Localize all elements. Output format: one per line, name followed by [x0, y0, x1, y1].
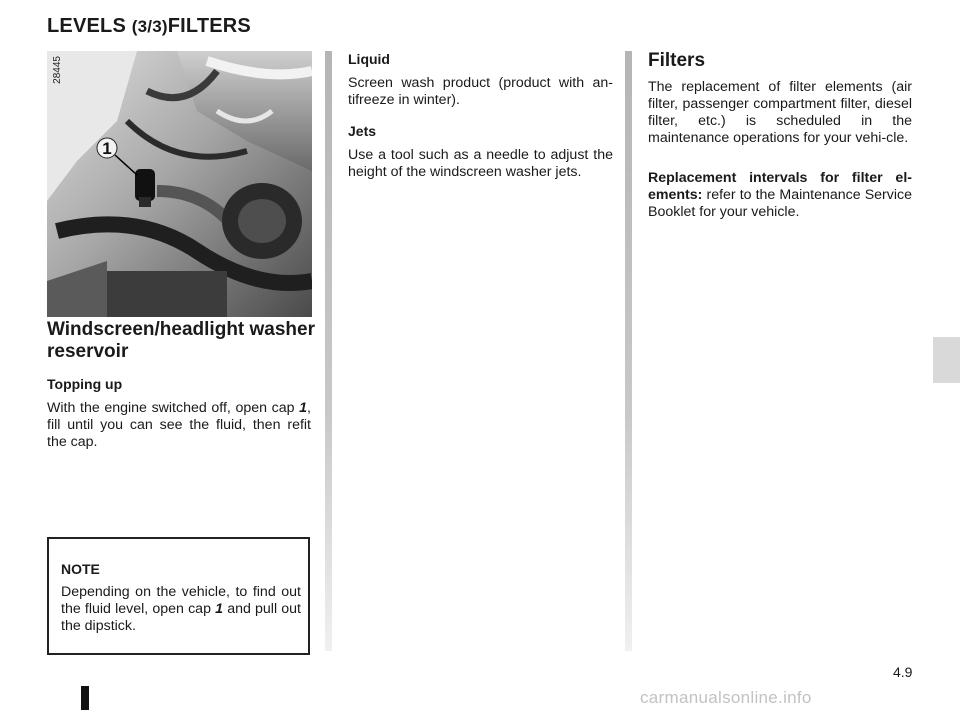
- replacement-intervals-detail: refer to the Maintenance Service Booklet for your vehicle.: [648, 187, 912, 220]
- note-segment: Depending on the vehicle, to find out the fluid level, open cap: [61, 584, 301, 617]
- washer-reservoir-heading: Windscreen/headlight washer reservoir: [47, 319, 316, 362]
- chapter-tab: [933, 337, 960, 383]
- callout-1-label: 1: [102, 139, 112, 158]
- note-segment: 1: [215, 601, 224, 617]
- col1-segment: , fill until you can see the fluid, then refit the cap.: [47, 400, 311, 450]
- col1-segment: 1: [299, 400, 308, 416]
- jets-subheading: Jets: [348, 123, 377, 139]
- jets-text: Use a tool such as a needle to adjust the height of the windscreen washer jets.: [348, 147, 613, 180]
- crop-mark: [81, 686, 89, 710]
- filters-text: The replacement of filter elements (air filter, passenger compartment filter, diesel filter, etc.) is scheduled in the maintenance operations for your vehi-cle.: [648, 79, 912, 146]
- liquid-text: Screen wash product (product with an-tifreeze in winter).: [348, 75, 613, 108]
- topping-up-text: [47, 400, 311, 451]
- filters-heading: Filters: [648, 50, 706, 71]
- replacement-intervals-label: Replacement intervals for filter el-ements:: [648, 170, 912, 203]
- liquid-subheading: Liquid: [348, 51, 390, 67]
- watermark: carmanualsonline.info: [640, 688, 812, 707]
- note-box: [47, 537, 310, 655]
- title-main: LEVELS: [47, 15, 132, 37]
- page-title: [47, 15, 251, 38]
- note-segment: and pull out the dipstick.: [61, 601, 302, 634]
- note-text: [61, 584, 301, 635]
- topping-up-subheading: Topping up: [47, 376, 123, 392]
- photo-reference-code: 28445: [52, 56, 63, 84]
- engine-bay-photo: [47, 51, 312, 317]
- title-part-indicator: (3/3): [131, 17, 168, 36]
- col1-segment: With the engine switched off, open cap: [47, 400, 300, 416]
- column-divider-left: [325, 51, 332, 651]
- title-next-section: FILTERS: [167, 15, 251, 37]
- column-divider-right: [625, 51, 632, 651]
- note-title: NOTE: [61, 561, 100, 577]
- replacement-intervals-text: [648, 170, 912, 221]
- page-number: 4.9: [893, 664, 913, 680]
